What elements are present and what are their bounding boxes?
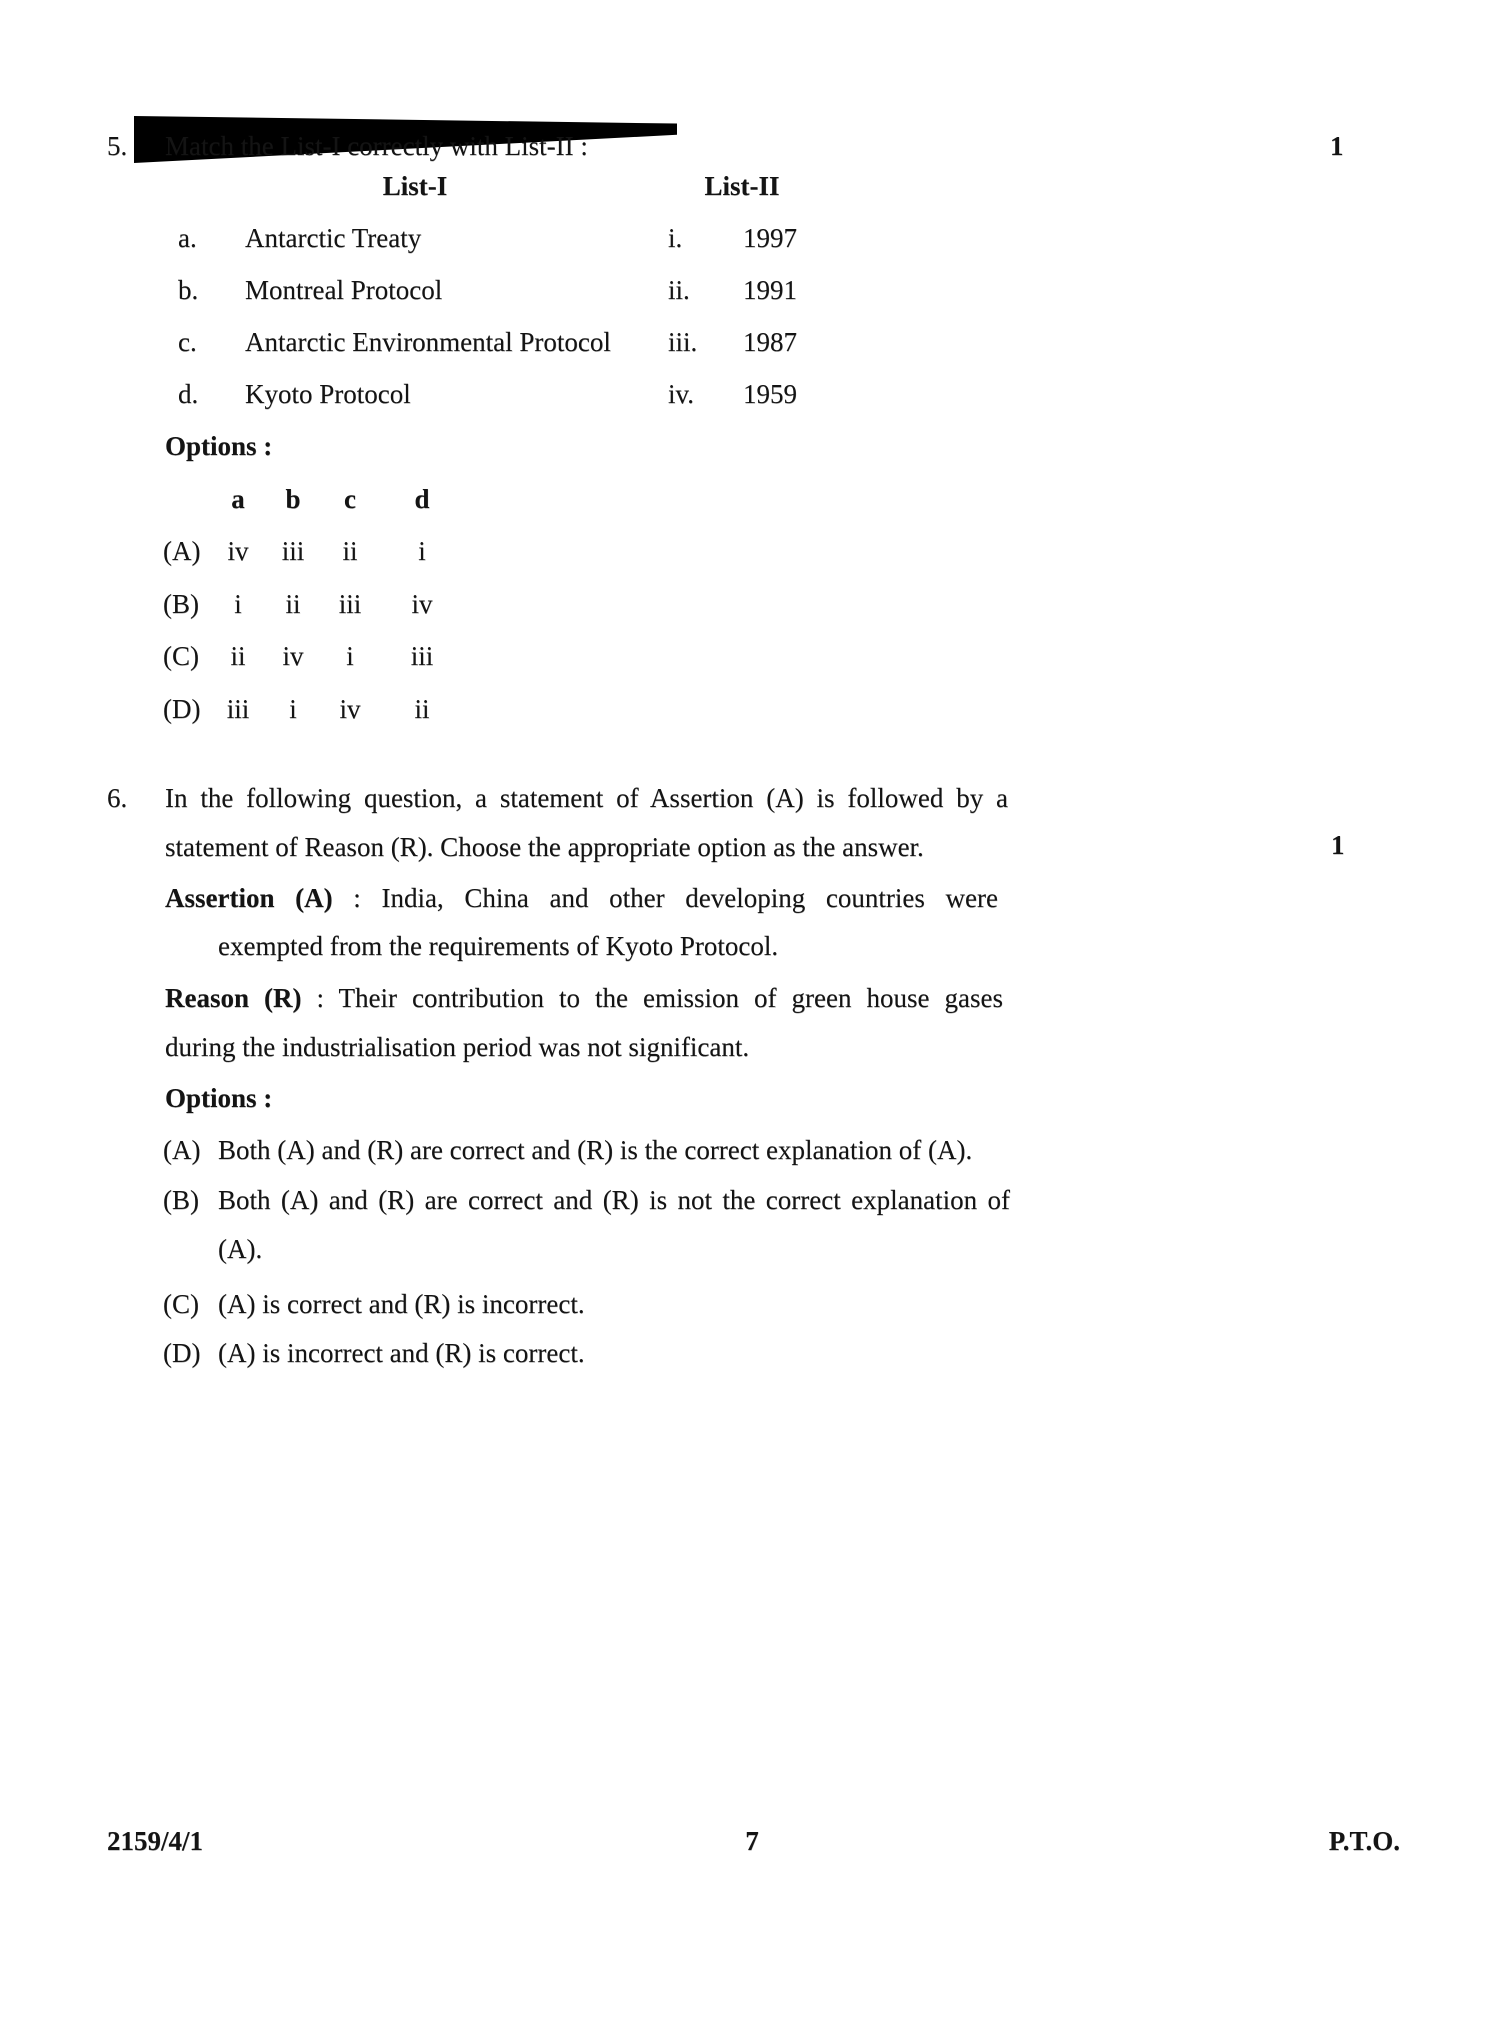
option-value: iii [338,589,362,619]
option-value: ii [342,536,358,566]
option-value: i [234,589,242,619]
option-col-header: b [285,484,301,514]
reason-label: Reason (R) [165,983,302,1013]
list1-header: List-I [382,171,448,201]
paper-code: 2159/4/1 [107,1826,204,1856]
option-value: i [346,641,354,671]
option-label: (A) [163,1135,201,1165]
row-item: Kyoto Protocol [245,379,411,409]
option-text: Both (A) and (R) are correct and (R) is not the correct explanation of [218,1185,1010,1215]
q5-number: 5. [107,131,128,161]
q6-options-heading: Options : [165,1083,273,1113]
option-col-header: c [344,484,356,514]
option-value: ii [230,641,246,671]
row-numeral: ii. [668,275,690,305]
page-number: 7 [745,1826,759,1856]
option-col-header: a [231,484,245,514]
option-col-header: d [414,484,430,514]
option-label: (C) [163,641,199,671]
q5-text: Match the List-I correctly with List-II : [165,131,588,161]
option-value: iii [226,694,250,724]
q5-marks: 1 [1330,131,1344,161]
row-label: d. [178,379,199,409]
option-value: iii [410,641,434,671]
option-label: (B) [163,589,199,619]
option-value: iv [339,694,361,724]
option-text: Both (A) and (R) are correct and (R) is the correct explanation of (A). [218,1135,973,1165]
reason-text: : Their contribution to the emission of green house gases [301,983,1003,1013]
row-year: 1959 [743,379,797,409]
assertion-line2: exempted from the requirements of Kyoto Protocol. [218,931,779,961]
list2-header: List-II [704,171,780,201]
row-year: 1997 [743,223,797,253]
option-label: (D) [163,1338,201,1368]
q5-options-heading: Options : [165,431,273,461]
option-value: i [418,536,426,566]
option-text: (A) is incorrect and (R) is correct. [218,1338,585,1368]
row-label: b. [178,275,199,305]
reason-line1 [165,982,1003,1016]
q6-intro-line2: statement of Reason (R). Choose the appropriate option as the answer. [165,832,924,862]
row-item: Montreal Protocol [245,275,443,305]
q6-number: 6. [107,783,128,813]
pto-label: P.T.O. [1328,1826,1400,1856]
assertion-line1 [165,882,998,916]
option-label: (D) [163,694,201,724]
row-numeral: i. [668,223,683,253]
row-numeral: iv. [668,379,694,409]
option-label: (C) [163,1289,199,1319]
row-year: 1991 [743,275,797,305]
option-label: (A) [163,536,201,566]
q6-marks: 1 [1331,830,1345,860]
row-item: Antarctic Treaty [245,223,422,253]
assertion-text: : India, China and other developing countries were [332,883,998,913]
option-value: iii [281,536,305,566]
option-text-cont: (A). [218,1234,263,1264]
row-numeral: iii. [668,327,698,357]
option-text: (A) is correct and (R) is incorrect. [218,1289,585,1319]
option-value: ii [285,589,301,619]
reason-line2: during the industrialisation period was not significant. [165,1032,750,1062]
row-label: a. [178,223,197,253]
option-value: iv [282,641,304,671]
option-value: ii [414,694,430,724]
assertion-label: Assertion (A) [165,883,333,913]
option-label: (B) [163,1185,199,1215]
option-value: i [289,694,297,724]
row-item: Antarctic Environmental Protocol [245,327,611,357]
option-value: iv [411,589,433,619]
row-label: c. [178,327,197,357]
option-value: iv [227,536,249,566]
row-year: 1987 [743,327,797,357]
q6-intro-line1: In the following question, a statement of Assertion (A) is followed by a [165,783,1008,813]
